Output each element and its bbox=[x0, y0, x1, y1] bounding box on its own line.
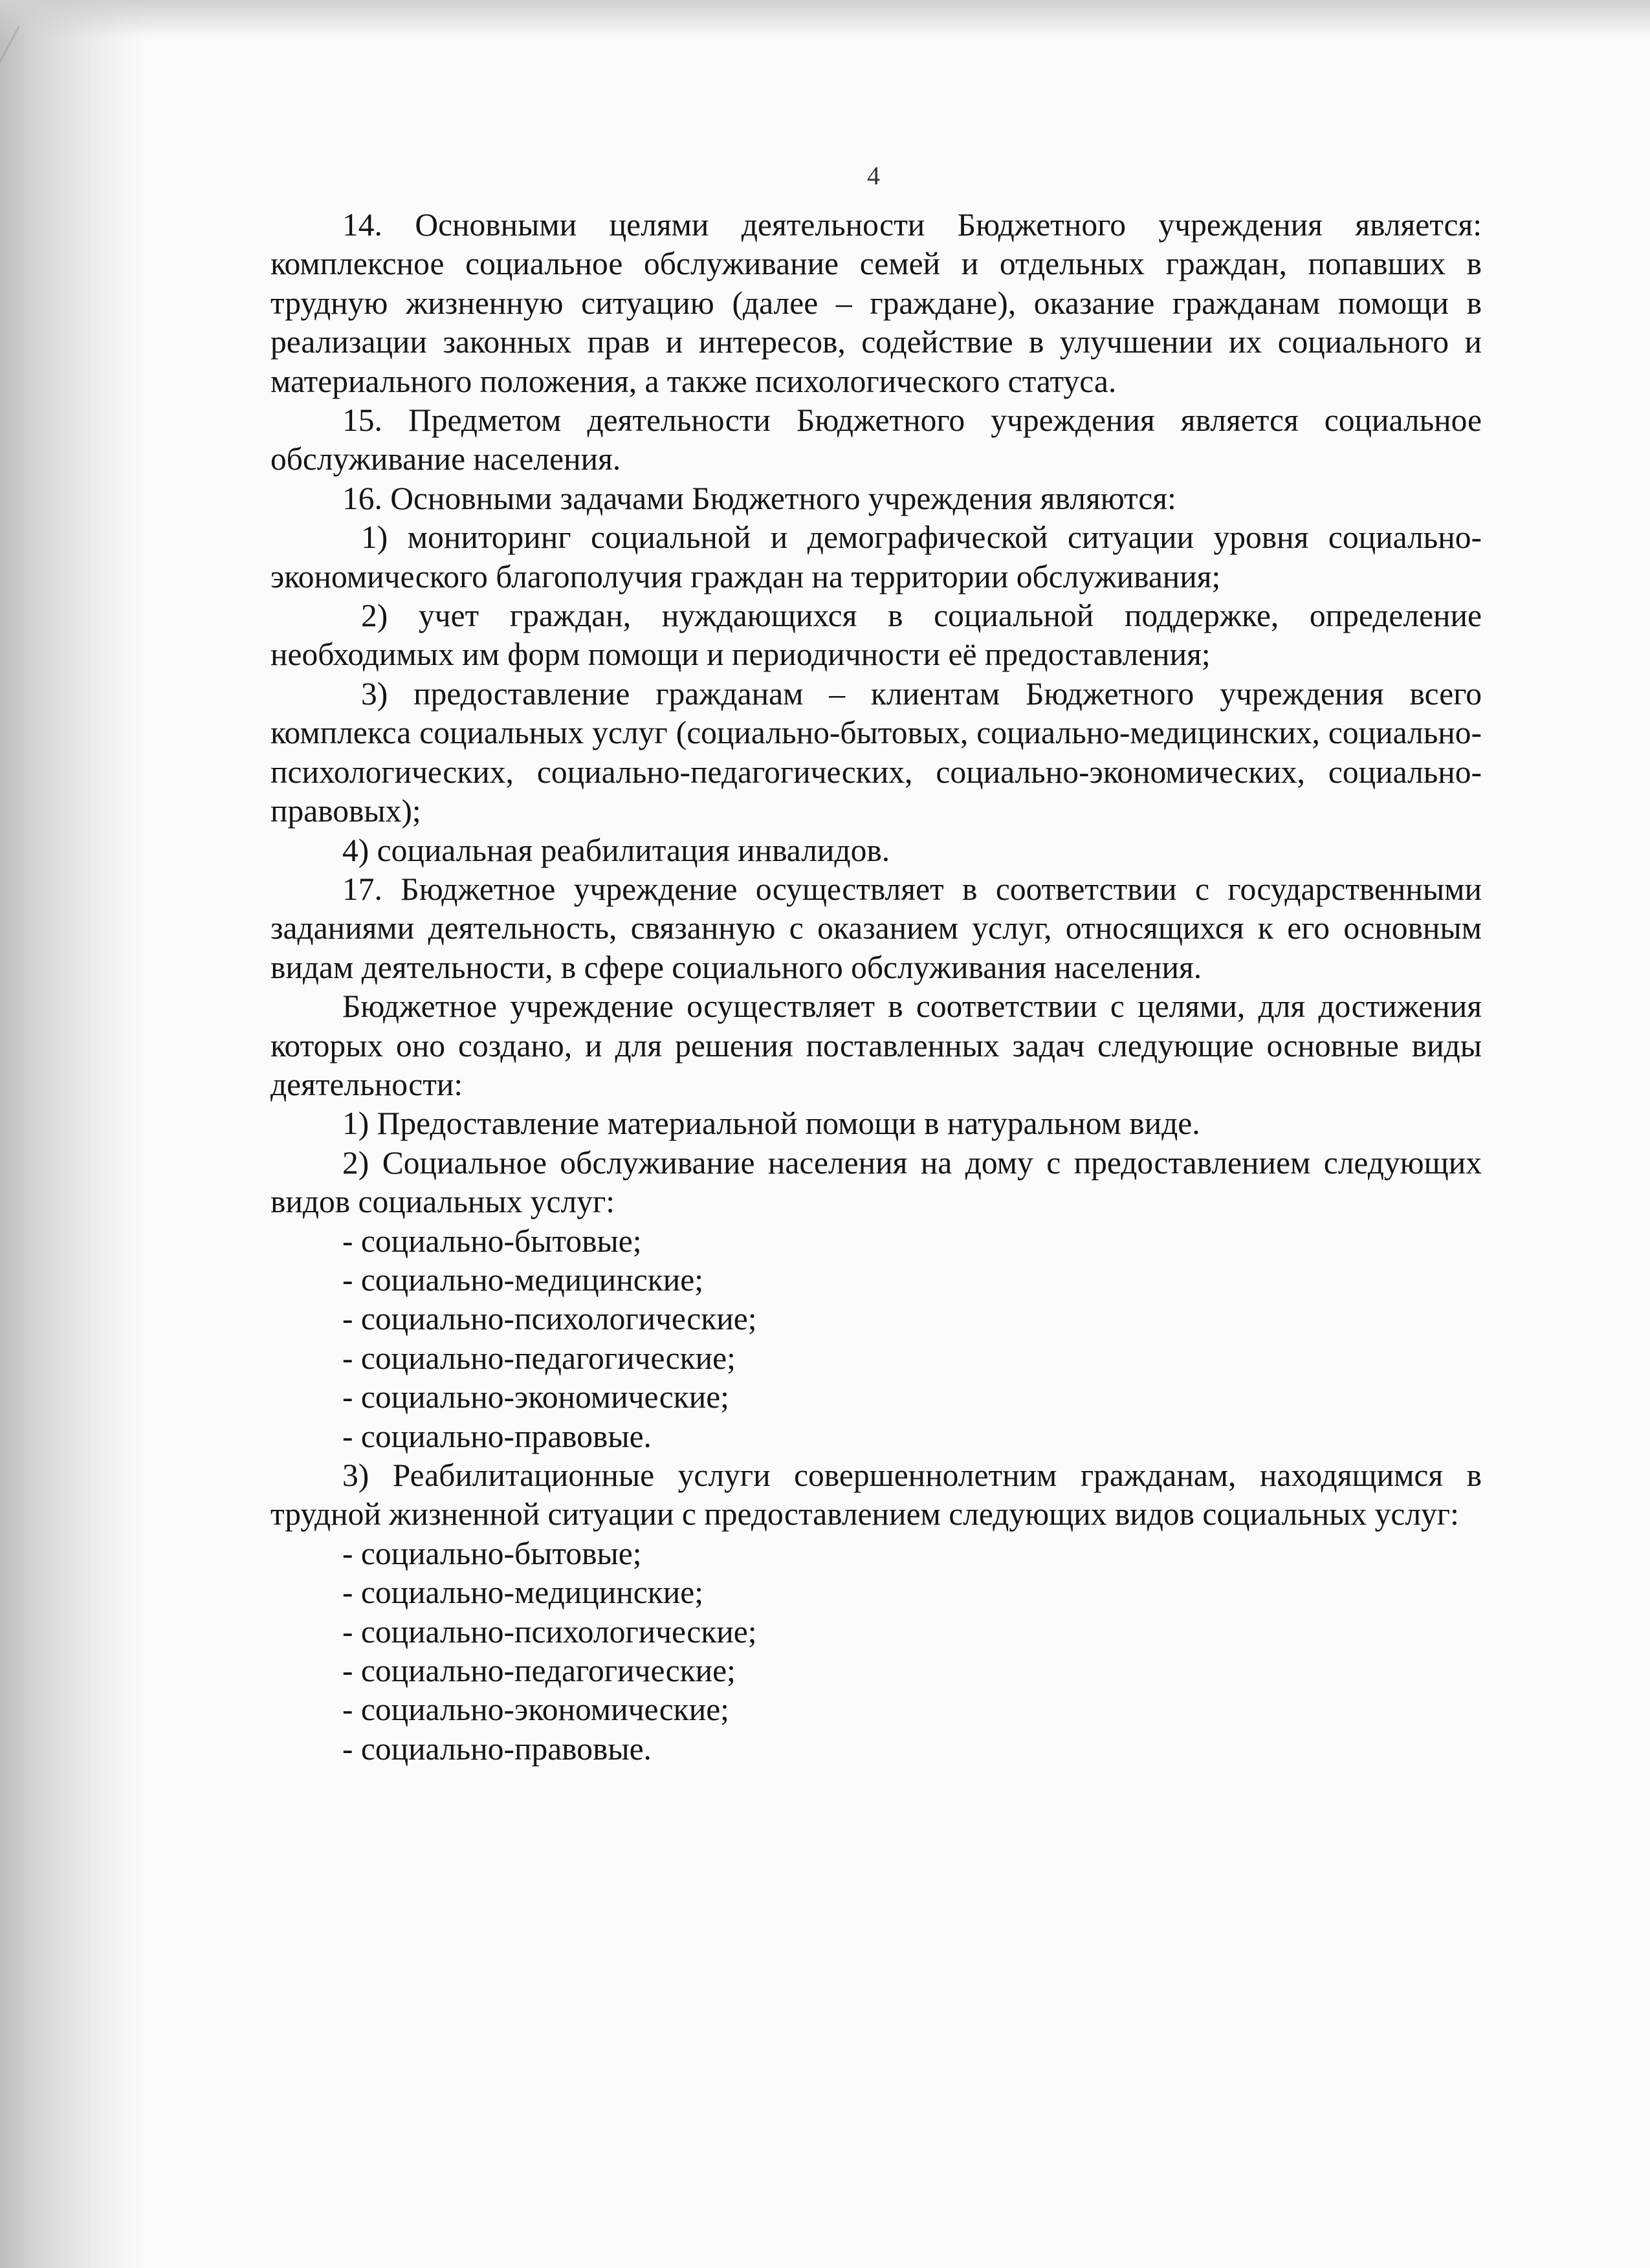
service-list-2 bbox=[270, 1534, 1482, 1769]
list-item: - социально-бытовые; bbox=[342, 1223, 642, 1259]
list-item: - социально-экономические; bbox=[342, 1692, 729, 1728]
scan-shadow-top bbox=[0, 0, 1650, 39]
paragraph-activities-intro: Бюджетное учреждение осуществляет в соответствии с целями, для достижения которых оно создано, и для решения поставленных задач следующие основные виды деятельности: bbox=[270, 988, 1482, 1102]
page-number: 4 bbox=[867, 161, 880, 190]
task-item-2: 2) учет граждан, нуждающихся в социальной поддержке, определение необходимых им форм помощи и периодичности её предоставления; bbox=[270, 598, 1482, 673]
list-item: - социально-бытовые; bbox=[342, 1535, 642, 1571]
paragraph-16: 16. Основными задачами Бюджетного учреждения являются: bbox=[342, 480, 1176, 516]
paragraph-17: 17. Бюджетное учреждение осуществляет в соответствии с государственными заданиями деятельность, связанную с оказанием услуг, относящихся к его основным видам деятельности, в сфере социального обслуживания населения. bbox=[270, 871, 1482, 985]
task-item-3: 3) предоставление гражданам – клиентам Бюджетного учреждения всего комплекса социальных услуг (социально-бытовых, социально-медицинских, социально- психологических, социально-педагогических, социально-экономических, социально-правовых); bbox=[270, 675, 1482, 829]
list-item: - социально-психологические; bbox=[342, 1613, 757, 1650]
activity-item-2: 2) Социальное обслуживание населения на дому с предоставлением следующих видов социальных услуг: bbox=[270, 1144, 1482, 1220]
document-body bbox=[270, 206, 1482, 1769]
list-item: - социально-педагогические; bbox=[342, 1340, 736, 1376]
list-item: - социально-педагогические; bbox=[342, 1653, 736, 1689]
list-item: - социально-экономические; bbox=[342, 1379, 729, 1415]
activity-item-1: 1) Предоставление материальной помощи в натуральном виде. bbox=[342, 1106, 1200, 1142]
scan-shadow-left bbox=[0, 0, 155, 2268]
list-item: - социально-медицинские; bbox=[342, 1261, 703, 1298]
list-item: - социально-правовые. bbox=[342, 1418, 652, 1454]
task-item-4: 4) социальная реабилитация инвалидов. bbox=[342, 832, 890, 868]
paragraph-14: 14. Основными целями деятельности Бюджетного учреждения является: комплексное социальное обслуживание семей и отдельных граждан, попавших в трудную жизненную ситуацию (далее – граждане), оказание гражданам помощи в реализации законных прав и интересов, содействие в улучшении их социального и материального положения, а также психологического статуса. bbox=[270, 207, 1482, 399]
list-item: - социально-медицинские; bbox=[342, 1575, 703, 1611]
service-list-1 bbox=[270, 1222, 1482, 1456]
list-item: - социально-психологические; bbox=[342, 1301, 757, 1337]
activity-item-3: 3) Реабилитационные услуги совершеннолетним гражданам, находящимся в трудной жизненной ситуации с предоставлением следующих видов социальных услуг: bbox=[270, 1457, 1482, 1532]
paragraph-15: 15. Предметом деятельности Бюджетного учреждения является социальное обслуживание населения. bbox=[270, 402, 1482, 477]
task-item-1: 1) мониторинг социальной и демографической ситуации уровня социально-экономического благополучия граждан на территории обслуживания; bbox=[270, 519, 1482, 594]
list-item: - социально-правовые. bbox=[342, 1730, 652, 1767]
